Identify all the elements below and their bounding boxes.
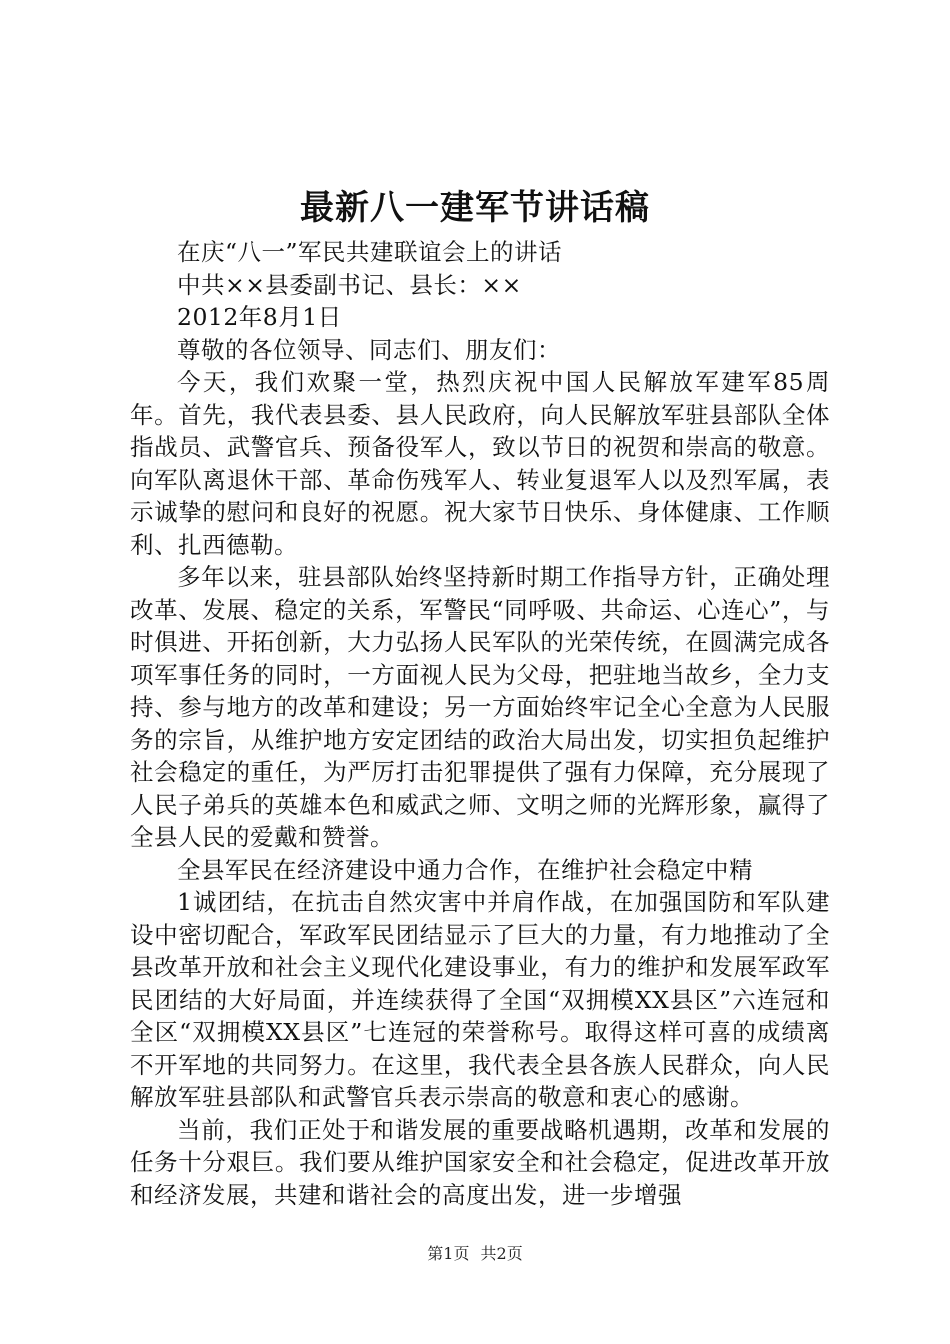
salutation-line: 尊敬的各位领导、同志们、朋友们： <box>177 335 561 364</box>
document-body <box>130 236 830 1211</box>
paragraph: 1诚团结，在抗击自然灾害中并肩作战，在加强国防和军队建设中密切配合，军政军民团结显示了巨大的力量，有力地推动了全县改革开放和社会主义现代化建设事业，有力的维护和发展军政军民团结的大好局面，并连续获得了全国“双拥模XX县区”六连冠和全区“双拥模XX县区”七连冠的荣誉称号。取得这样可喜的成绩离不开军地的共同努力。在这里，我代表全县各族人民群众，向人民解放军驻县部队和武警官兵表示崇高的敬意和衷心的感谢。 <box>130 888 830 1111</box>
paragraph: 当前，我们正处于和谐发展的重要战略机遇期，改革和发展的任务十分艰巨。我们要从维护国家安全和社会稳定，促进改革开放和经济发展，共建和谐社会的高度出发，进一步增强 <box>130 1115 830 1209</box>
date-line: 2012年8月1日 <box>177 303 342 331</box>
page-footer <box>0 1242 950 1266</box>
page-number: 第1页 <box>427 1244 470 1263</box>
page-total: 共2页 <box>480 1244 523 1263</box>
paragraph: 全县军民在经济建设中通力合作，在维护社会稳定中精 <box>177 855 753 884</box>
paragraph: 多年以来，驻县部队始终坚持新时期工作指导方针，正确处理改革、发展、稳定的关系，军警民“同呼吸、共命运、心连心”，与时俱进、开拓创新，大力弘扬人民军队的光荣传统，在圆满完成各项军事任务的同时，一方面视人民为父母，把驻地当故乡，全力支持、参与地方的改革和建设；另一方面始终牢记全心全意为人民服务的宗旨，从维护地方安定团结的政治大局出发，切实担负起维护社会稳定的重任，为严厉打击犯罪提供了强有力保障，充分展现了人民子弟兵的英雄本色和威武之师、文明之师的光辉形象，赢得了全县人民的爱戴和赞誉。 <box>130 563 830 851</box>
speech-occasion-line: 在庆“八一”军民共建联谊会上的讲话 <box>177 238 563 266</box>
paragraph: 今天，我们欢聚一堂，热烈庆祝中国人民解放军建军85周年。首先，我代表县委、县人民政府，向人民解放军驻县部队全体指战员、武警官兵、预备役军人，致以节日的祝贺和崇高的敬意。向军队离退休干部、革命伤残军人、转业复退军人以及烈军属，表示诚挚的慰问和良好的祝愿。祝大家节日快乐、身体健康、工作顺利、扎西德勒。 <box>130 368 830 559</box>
speaker-line: 中共××县委副书记、县长：×× <box>177 270 522 299</box>
document-title: 最新八一建军节讲话稿 <box>300 188 650 228</box>
